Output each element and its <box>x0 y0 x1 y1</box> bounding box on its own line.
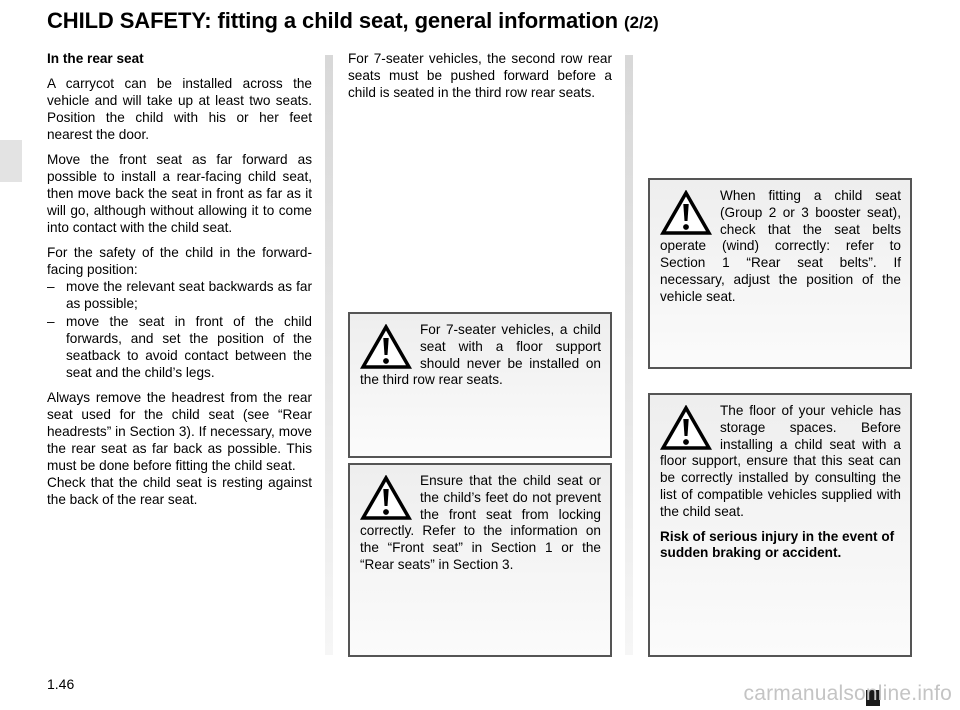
warning-triangle-icon <box>360 475 412 521</box>
warning-box-floor-support <box>348 312 612 458</box>
warning-triangle-icon <box>360 324 412 370</box>
paragraph-7-seater: For 7-seater vehicles, the second row rear seats must be pushed forward before a child is seated in the third row rear seats. <box>348 51 612 100</box>
paragraph-carrycot: A carrycot can be installed across the vehicle and will take up at least two seats. Position the child with his or her feet nearest the door. <box>47 76 312 142</box>
warning-text: The floor of your vehicle has storage spaces. Before installing a child seat with a floor support, ensure that this seat can be correctly installed by consulting the list of compatible vehicles supplied with the child seat. <box>660 403 901 519</box>
watermark: carmanualsonline.info <box>743 682 952 705</box>
column-divider-1 <box>325 55 333 655</box>
paragraph-forward-facing: For the safety of the child in the forward-facing position: <box>47 245 312 277</box>
forward-facing-list <box>47 278 312 381</box>
list-item: – move the relevant seat backwards as far as possible; <box>47 278 312 312</box>
list-item: – move the seat in front of the child forwards, and set the position of the seatback to avoid contact between the seat and the child’s legs. <box>47 313 312 381</box>
warning-box-seat-belts <box>648 178 912 369</box>
warning-text: Ensure that the child seat or the child’s feet do not prevent the front seat from locking correctly. Refer to the information on the “Front seat” in Section 1 or the “Rear seats” in Section 3. <box>360 473 601 572</box>
warning-triangle-icon <box>660 405 712 451</box>
section-tab <box>0 140 22 182</box>
page-number: 1.46 <box>47 676 75 692</box>
column-middle <box>348 50 612 109</box>
warning-triangle-icon <box>660 190 712 236</box>
page-title <box>47 8 659 34</box>
risk-warning-text: Risk of serious injury in the event of sudden braking or accident. <box>660 528 895 561</box>
column-divider-2 <box>625 55 633 655</box>
warning-text: For 7-seater vehicles, a child seat with a floor support should never be installed on the third row rear seats. <box>360 322 601 388</box>
page-title-text: CHILD SAFETY: fitting a child seat, general information <box>47 8 619 33</box>
paragraph-check-rest: Check that the child seat is resting against the back of the rear seat. <box>47 475 312 507</box>
section-heading: In the rear seat <box>47 51 144 66</box>
warning-box-storage <box>648 393 912 657</box>
paragraph-headrest: Always remove the headrest from the rear seat used for the child seat (see “Rear headrests” in Section 3). If necessary, move the rear seat as far back as possible. This must be done before fitting the child seat. <box>47 390 312 473</box>
page-indicator: (2/2) <box>624 13 659 32</box>
warning-box-front-seat <box>348 463 612 657</box>
column-left <box>47 50 312 516</box>
warning-text: When fitting a child seat (Group 2 or 3 booster seat), check that the seat belts operate (wind) correctly: refer to Section 1 “Rear seat belts”. If necessary, adjust the position of the vehicle seat. <box>660 188 901 304</box>
paragraph-rear-facing: Move the front seat as far forward as possible to install a rear-facing child seat, then move back the seat in front as far as it will go, although without allowing it to come into contact with the child seat. <box>47 152 312 235</box>
